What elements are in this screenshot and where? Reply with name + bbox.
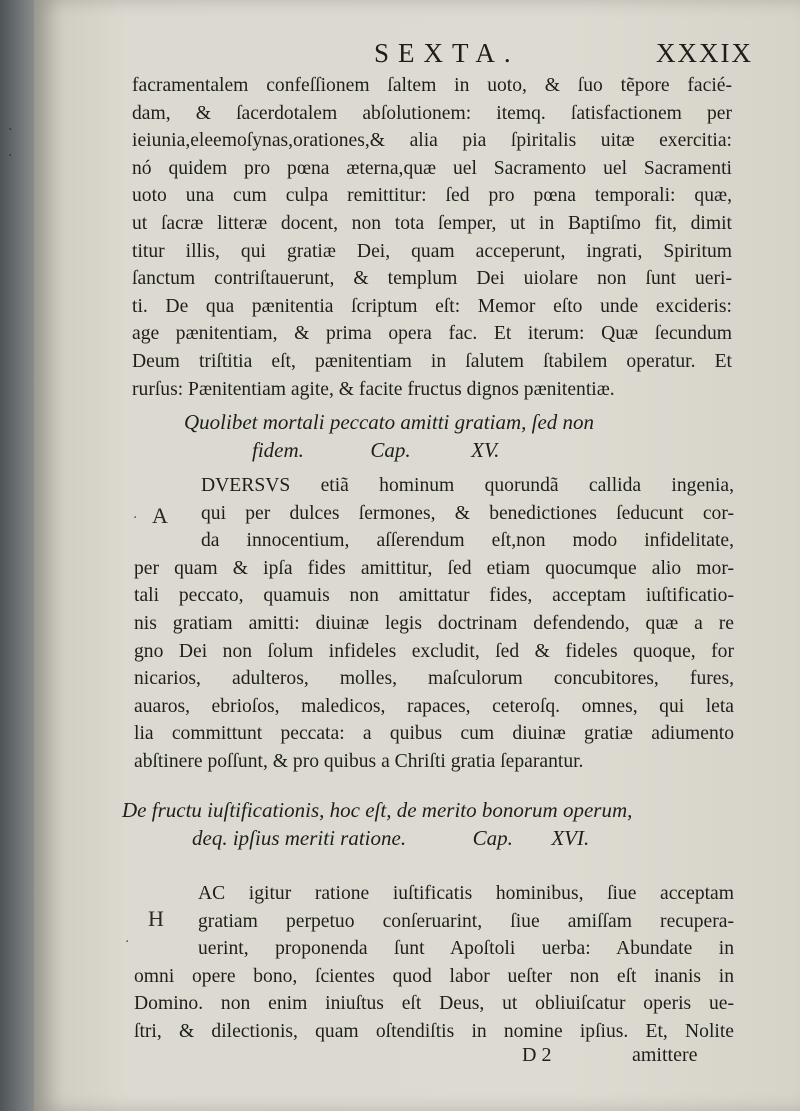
text-line: ieiunia,eleemoſynas,orationes,& alia pia ſpiritalis uitæ exercitia: [132,130,732,152]
page-footer [34,1044,800,1074]
text-line: facramentalem confeſſionem ſaltem in uoto, & ſuo tẽpore facié- [132,75,732,96]
text-line: titur illis, qui gratiæ Dei, quam acceperunt, ingrati, Spiritum [132,240,732,262]
text-line: lia committunt peccata: a quibus cum diuinæ gratiæ adiumento [134,723,734,745]
text-line: qui per dulces ſermones, & benedictiones ſeducunt cor- [201,502,734,524]
text-line: dam, & ſacerdotalem abſolutionem: itemq. ſatisfactionem per [132,102,732,124]
margin-mark: · [125,934,130,950]
heading-line: Quolibet mortali peccato amitti gratiam, ſed non [184,410,595,434]
text-line: abſtinere poſſunt, & pro quibus a Chriſti gratia ſeparantur. [134,750,584,772]
catchword: amittere [632,1044,698,1066]
heading-line: De fructu iuſtificationis, hoc eſt, de merito bonorum operum, [122,798,633,822]
text-line: da innocentium, aſſerendum eſt,non modo infidelitate, [201,530,734,552]
text-line: gno Dei non ſolum infideles excludit, ſed & fideles quoque, for [134,640,734,662]
text-line: uoto una cum culpa remittitur: ſed pro pœna temporali: quæ, [132,185,732,207]
signature-mark: D 2 [522,1044,552,1066]
paragraph-2 [134,472,734,776]
paragraph-3 [134,880,734,1046]
chapter-number: XVI. [551,826,590,850]
initial-letter-h: H [148,906,164,931]
text-line: gratiam perpetuo conſeruarint, ſiue amiſſam recupera- [198,910,734,932]
margin-mark: · [133,510,138,526]
heading-text: deq. ipſius meriti ratione. [192,826,407,850]
text-line: Domino. non enim iniuſtus eſt Deus, ut obliuiſcatur operis ue- [134,993,734,1015]
initial-letter-a: A [152,503,168,528]
text-line: AC igitur ratione iuſtificatis hominibus, ſiue acceptam [198,883,734,904]
heading-text: fidem. [252,438,304,462]
page-header [34,38,800,72]
text-line: ſtri, & dilectionis, quam oſtendiſtis in nomine ipſius. Et, Nolite [134,1020,734,1042]
margin-mark: · [8,148,13,164]
heading-line-2 [122,824,682,852]
text-line: ti. De qua pænitentia ſcriptum eſt: Memor eſto unde excideris: [132,295,732,317]
chapter-label: Cap. [472,826,513,850]
page [34,0,800,1111]
chapter-number: XV. [471,438,500,462]
text-line: auaros, ebrioſos, maledicos, rapaces, ceteroſq. omnes, qui leta [134,695,734,717]
chapter-label: Cap. [370,438,411,462]
text-line: nicarios, adulteros, molles, maſculorum concubitores, fures, [134,668,734,690]
text-line: age pænitentiam, & prima opera fac. Et iterum: Quæ ſecundum [132,323,732,345]
text-line: ſanctum contriſtauerunt, & templum Dei uiolare non ſunt ueri- [132,268,732,290]
running-head: SEXTA. [374,38,520,68]
text-line: Deum triſtitia eſt, pænitentiam in ſalutem ſtabilem operatur. Et [132,350,732,372]
text-line: uerint, proponenda ſunt Apoſtoli uerba: Abundate in [198,938,734,960]
chapter-heading-15 [184,408,744,464]
text-line: nis gratiam amitti: diuinæ legis doctrinam defendendo, quæ a re [134,612,734,634]
text-line: tali peccato, quamuis non amittatur fides, acceptam iuſtificatio- [134,585,734,607]
text-line: ut ſacræ litteræ docent, non tota ſemper, ut in Baptiſmo fit, dimit [132,212,732,234]
text-line: rurſus: Pænitentiam agite, & facite fructus dignos pænitentiæ. [132,378,615,400]
text-line: per quam & ipſa fides amittitur, ſed etiam quocumque alio mor- [134,557,734,579]
text-line: nó quidem pro pœna æterna,quæ uel Sacramento uel Sacramenti [132,157,732,179]
paragraph-1 [132,72,732,403]
heading-line-2 [184,436,744,464]
text-line: DVERSVS etiã hominum quorundã callida ingenia, [201,475,734,496]
folio-number: XXXIX [656,38,753,68]
chapter-heading-16 [122,796,682,852]
margin-mark: . [8,118,13,134]
text-line: omni opere bono, ſcientes quod labor ueſter non eſt inanis in [134,965,734,987]
